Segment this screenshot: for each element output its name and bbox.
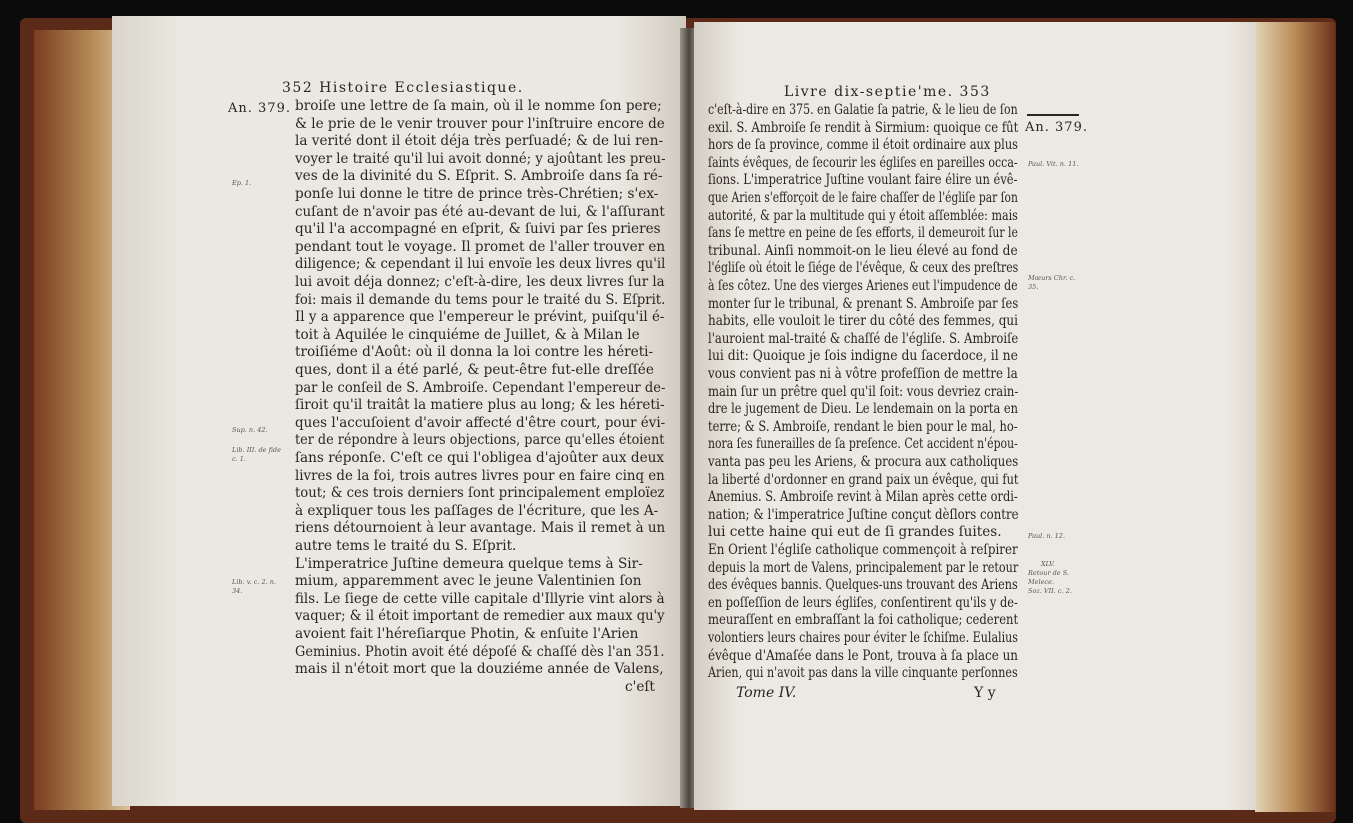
margin-note: Sup. n. 42. xyxy=(232,426,268,434)
margin-note: Mœurs Chr. c. xyxy=(1028,274,1076,282)
text-line: nora ſes funerailles de ſa preſence. Cet accident n'épou- xyxy=(708,436,1018,453)
text-line: habits, elle vouloit le tirer du côté des femmes, qui xyxy=(708,313,1018,330)
section-number: XLV. xyxy=(1041,560,1055,568)
right-page-edges xyxy=(1255,22,1335,812)
left-running-head: 352 Histoire Ecclesiastique. xyxy=(282,80,524,96)
text-line: évêque d'Amaſée dans le Pont, trouva à ſa place un xyxy=(708,647,1018,664)
text-line: ſions. L'imperatrice Juſtine voulant faire élire un évê- xyxy=(708,172,1018,189)
text-line: mium, apparemment avec le jeune Valentinien ſon xyxy=(295,573,642,590)
margin-note: Retour de S. xyxy=(1028,569,1069,577)
text-line: ſans ſe mettre en peine de ſes efforts, il demeuroit ſur le xyxy=(708,225,1018,242)
text-line: broiſe une lettre de ſa main, où il le nomme ſon pere; xyxy=(295,98,662,114)
text-line: foi: mais il demande du tems pour le traité du S. Eſprit. xyxy=(295,291,666,308)
text-line: voyer le traité qu'il lui avoit donné; y ajoûtant les preu- xyxy=(295,150,666,167)
text-line: meuraſſent en embraſſant la foi catholique; cederent xyxy=(708,612,1019,629)
text-line: monter ſur le tribunal, & prenant S. Ambroiſe par ſes xyxy=(708,295,1019,312)
text-line: ves de la divinité du S. Eſprit. S. Ambroiſe dans ſa ré- xyxy=(295,168,663,185)
text-line: ponſe lui donne le titre de prince très-Chrétien; s'ex- xyxy=(295,186,659,202)
text-line: Anemius. S. Ambroiſe revint à Milan après cette ordi- xyxy=(708,489,1018,506)
text-line: par le conſeil de S. Ambroiſe. Cependant l'empereur de- xyxy=(295,379,666,396)
right-page xyxy=(694,22,1256,810)
text-line: troiſiéme d'Août: où il donna la loi contre les héreti- xyxy=(295,344,654,361)
text-line: diligence; & cependant il lui envoïe les deux livres qu'il xyxy=(295,256,666,273)
text-line: lui avoit déja donnez; c'eſt-à-dire, les deux livres ſur la xyxy=(295,274,665,290)
text-line: depuis la mort de Valens, principalement par le retour xyxy=(708,559,1019,576)
text-line: volontiers leurs chaires pour éviter le ſchiſme. Eulalius xyxy=(708,630,1018,646)
text-line: avoient fait l'héreſiarque Photin, & enſuite l'Arien xyxy=(295,626,639,642)
text-line: à expliquer tous les paſſages de l'écriture, que les A- xyxy=(295,502,659,519)
margin-note: Paul. Vit. n. 11. xyxy=(1028,160,1079,168)
header-rule xyxy=(1027,114,1079,116)
text-line: ſiroit qu'il traitât la matiere plus au long; & les héreti- xyxy=(295,397,665,414)
text-line: l'auroient mal-traité & chaſſé de l'égliſe. S. Ambroiſe xyxy=(708,330,1019,347)
text-line: En Orient l'égliſe catholique commençoit à reſpirer xyxy=(708,542,1018,558)
text-line: cuſant de n'avoir pas été au-devant de lui, & l'aſſurant xyxy=(295,203,665,220)
margin-note: Lib. III. de fide xyxy=(232,446,281,454)
text-line: à ſes côtez. Une des vierges Arienes eut l'impudence de xyxy=(708,278,1018,294)
text-line: hors de ſa province, comme il étoit ordinaire aux plus xyxy=(708,137,1019,154)
text-line: vous convient pas ni à vôtre profeſſion de mettre la xyxy=(708,366,1018,382)
left-page xyxy=(112,16,686,806)
text-line: mais il n'étoit mort que la douziéme année de Valens, xyxy=(295,661,664,678)
text-line: autorité, & par la multitude qui y étoit aſſemblée: mais xyxy=(708,207,1018,224)
text-line: c'eſt-à-dire en 375. en Galatie ſa patrie, & le lieu de ſon xyxy=(708,102,1018,118)
text-line: fils. Le ſiege de cette ville capitale d'Illyrie vint alors à xyxy=(295,590,665,607)
margin-note: Melece. xyxy=(1028,578,1054,586)
margin-note: Lib. v. c. 2. n. xyxy=(232,578,277,586)
text-line: livres de la foi, trois autres livres pour en faire cinq en xyxy=(295,467,665,484)
text-line: la liberté d'ordonner en grand paix un évêque, qui fut xyxy=(708,471,1019,488)
text-line: vanta pas peu les Ariens, & procura aux catholiques xyxy=(708,454,1019,470)
margin-note: 34. xyxy=(232,587,243,595)
text-line: main ſur un prêtre quel qu'il ſoit: vous devriez crain- xyxy=(708,383,1019,400)
text-line: autre tems le traité du S. Eſprit. xyxy=(295,538,517,554)
text-line: ques, dont il a été parlé, & peut-être fut-elle dreſſée xyxy=(295,362,654,378)
text-line: vaquer; & il étoit important de remedier aux maux qu'y xyxy=(295,608,665,625)
text-line: Arien, qui n'avoit pas dans la ville cinquante perſonnes xyxy=(708,665,1018,682)
text-line: exil. S. Ambroiſe ſe rendit à Sirmium: quoique ce fût xyxy=(708,119,1019,136)
text-line: Geminius. Photin avoit été dépoſé & chaſſé dès l'an 351. xyxy=(295,643,665,660)
text-line: lui dit: Quoique je ſois indigne du ſacerdoce, il ne xyxy=(708,348,1018,365)
text-line: que Arien s'efforçoit de le faire chaſſer de l'égliſe par ſon xyxy=(708,190,1018,206)
text-line: la verité dont il étoit déja très perſuadé; & de lui ren- xyxy=(295,133,664,150)
text-line: terre; & S. Ambroiſe, rendant le bien pour le mal, ho- xyxy=(708,418,1018,435)
text-line: c'eſt xyxy=(625,678,655,695)
text-line: & le prie de le venir trouver pour l'inſtruire encore de xyxy=(295,115,665,132)
text-line: Il y a apparence que l'empereur le prévint, puiſqu'il é- xyxy=(295,309,665,326)
footer-signature: Y y xyxy=(974,685,996,701)
text-line: qu'il l'a accompagné en eſprit, & ſuivi par ſes prieres xyxy=(295,221,661,238)
text-line: tout; & ces trois derniers ſont principalement emploïez xyxy=(295,485,665,502)
text-line: lui cette haine qui eut de ſi grandes ſuites. xyxy=(708,524,1002,541)
right-running-head: Livre dix-septie'me. 353 xyxy=(784,84,991,100)
text-line: tribunal. Ainſi nommoit-on le lieu élevé au fond de xyxy=(708,242,1018,259)
margin-note: Paul. n. 12. xyxy=(1028,532,1066,540)
text-line: des évêques bannis. Quelques-uns trouvant des Ariens xyxy=(708,577,1018,594)
right-year-marker: An. 379. xyxy=(1025,120,1088,135)
margin-note: c. 1. xyxy=(232,455,246,463)
footer-volume: Tome IV. xyxy=(736,685,797,701)
text-line: L'imperatrice Juſtine demeura quelque tems à Sir- xyxy=(295,555,643,572)
text-line: en poſſeſſion de leurs égliſes, conſentirent qu'ils y de- xyxy=(708,594,1018,611)
text-line: nation; & l'imperatrice Juſtine conçut dèſlors contre xyxy=(708,506,1019,523)
margin-note: Soz. VII. c. 2. xyxy=(1028,587,1072,595)
left-year-marker: An. 379. xyxy=(228,101,291,116)
margin-note: Ep. 1. xyxy=(232,179,252,187)
text-line: ques l'accuſoient d'avoir affecté d'être court, pour évi- xyxy=(295,414,666,431)
text-line: riens détournoient à leur avantage. Mais il remet à un xyxy=(295,520,666,537)
text-line: ſaints évêques, de ſecourir les égliſes en pareilles occa- xyxy=(708,154,1018,171)
text-line: ter de répondre à leurs objections, parce qu'elles étoient xyxy=(295,432,665,449)
text-line: ſans réponſe. C'eſt ce qui l'obligea d'ajoûter aux deux xyxy=(295,450,665,466)
text-line: pendant tout le voyage. Il promet de l'aller trouver en xyxy=(295,238,666,255)
text-line: toit à Aquilée le cinquiéme de Juillet, & à Milan le xyxy=(295,326,640,343)
text-line: l'égliſe où étoit le ſiége de l'évêque, & ceux des preſtres xyxy=(708,260,1019,277)
margin-note: 35. xyxy=(1028,283,1039,291)
text-line: dre le jugement de Dieu. Le lendemain on la porta en xyxy=(708,401,1018,418)
